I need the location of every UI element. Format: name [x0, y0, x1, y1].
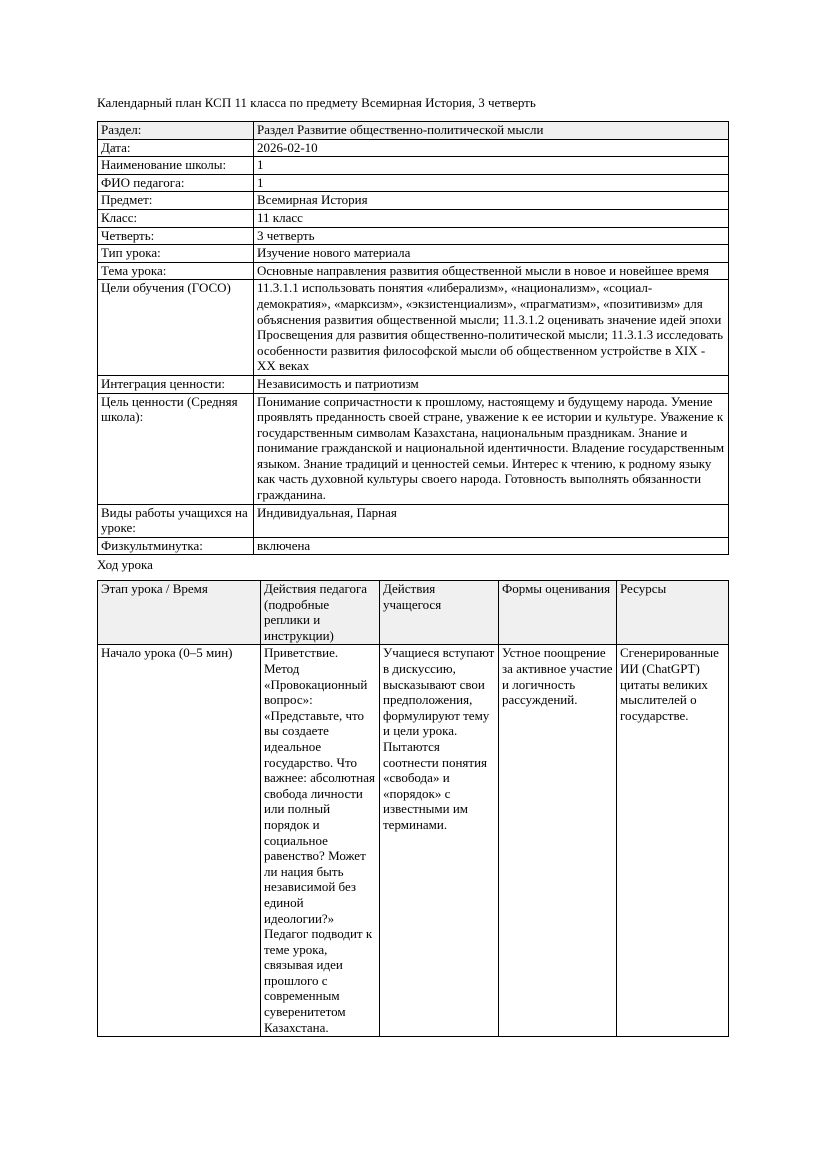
info-value: Понимание сопричастности к прошлому, настоящему и будущему народа. Умение проявлять преданность своей стране, уважение к ее истории и культуре. Уважение к государственным символам Казахстана, национальным праздникам. Знание и понимание гражданской и национальной идентичности. Владение государственным языком. Знание традиций и ценностей семьи. Интерес к чтению, к родному языку как часть духовной культуры своего народа. Готовность выполнять обязанности гражданина.	[254, 393, 729, 504]
info-value: Всемирная История	[254, 192, 729, 210]
table-row	[98, 192, 729, 210]
info-label: Тема урока:	[98, 262, 254, 280]
header-cell-assessment: Формы оценивания	[499, 581, 617, 645]
assessment-cell: Устное поощрение за активное участие и логичность рассуждений.	[499, 645, 617, 1037]
info-label: Раздел:	[98, 122, 254, 140]
lesson-table-row	[98, 645, 729, 1037]
table-row	[98, 122, 729, 140]
info-value: 11 класс	[254, 209, 729, 227]
lesson-flow-table	[97, 580, 729, 1037]
info-label: Цель ценности (Средняя школа):	[98, 393, 254, 504]
table-row	[98, 157, 729, 175]
table-row	[98, 393, 729, 504]
table-row	[98, 262, 729, 280]
lesson-info-table	[97, 121, 729, 555]
info-value: 2026-02-10	[254, 139, 729, 157]
table-row	[98, 245, 729, 263]
table-row	[98, 209, 729, 227]
info-label: ФИО педагога:	[98, 174, 254, 192]
table-row	[98, 280, 729, 376]
lesson-table-header-row	[98, 581, 729, 645]
info-value: Основные направления развития общественной мысли в новое и новейшее время	[254, 262, 729, 280]
student-actions-cell: Учащиеся вступают в дискуссию, высказывают свои предположения, формулируют тему и цели урока. Пытаются соотнести понятия «свобода» и «порядок» с известными им терминами.	[380, 645, 499, 1037]
teacher-actions-cell: Приветствие. Метод «Провокационный вопрос»: «Представьте, что вы создаете идеальное государство. Что важнее: абсолютная свобода личности или полный порядок и социальное равенство? Может ли нация быть независимой без единой идеологии?» Педагог подводит к теме урока, связывая идеи прошлого с современным суверенитетом Казахстана.	[261, 645, 380, 1037]
info-value: 11.3.1.1 использовать понятия «либерализм», «национализм», «социал-демократия», «марксизм», «экзистенциализм», «прагматизм», «позитивизм» для объяснения развития общественной мысли; 11.3.1.2 оценивать значение идей эпохи Просвещения для развития общественно-политической мысли; 11.3.1.3 исследовать особенности развития философской мысли об общественном устройстве в XIX - XX веках	[254, 280, 729, 376]
info-label: Интеграция ценности:	[98, 375, 254, 393]
info-value: включена	[254, 537, 729, 555]
stage-cell: Начало урока (0–5 мин)	[98, 645, 261, 1037]
header-cell-resources: Ресурсы	[617, 581, 729, 645]
resources-cell: Сгенерированные ИИ (ChatGPT) цитаты великих мыслителей о государстве.	[617, 645, 729, 1037]
info-label: Цели обучения (ГОСО)	[98, 280, 254, 376]
header-cell-stage: Этап урока / Время	[98, 581, 261, 645]
info-label: Наименование школы:	[98, 157, 254, 175]
info-label: Виды работы учащихся на уроке:	[98, 504, 254, 537]
table-row	[98, 174, 729, 192]
table-row	[98, 537, 729, 555]
info-label: Предмет:	[98, 192, 254, 210]
table-row	[98, 139, 729, 157]
document-content	[97, 95, 728, 1037]
info-value: Индивидуальная, Парная	[254, 504, 729, 537]
table-row	[98, 227, 729, 245]
section-label: Ход урока	[97, 557, 153, 573]
info-value: Раздел Развитие общественно-политической мысли	[254, 122, 729, 140]
header-cell-student-actions: Действия учащегося	[380, 581, 499, 645]
info-value: 1	[254, 174, 729, 192]
table-row	[98, 375, 729, 393]
info-value: Независимость и патриотизм	[254, 375, 729, 393]
table-row	[98, 504, 729, 537]
page-title: Календарный план КСП 11 класса по предмету Всемирная История, 3 четверть	[97, 95, 536, 110]
info-value: 3 четверть	[254, 227, 729, 245]
info-value: 1	[254, 157, 729, 175]
header-cell-teacher-actions: Действия педагога (подробные реплики и инструкции)	[261, 581, 380, 645]
info-label: Четверть:	[98, 227, 254, 245]
info-label: Тип урока:	[98, 245, 254, 263]
info-value: Изучение нового материала	[254, 245, 729, 263]
info-label: Дата:	[98, 139, 254, 157]
info-label: Класс:	[98, 209, 254, 227]
info-label: Физкультминутка:	[98, 537, 254, 555]
